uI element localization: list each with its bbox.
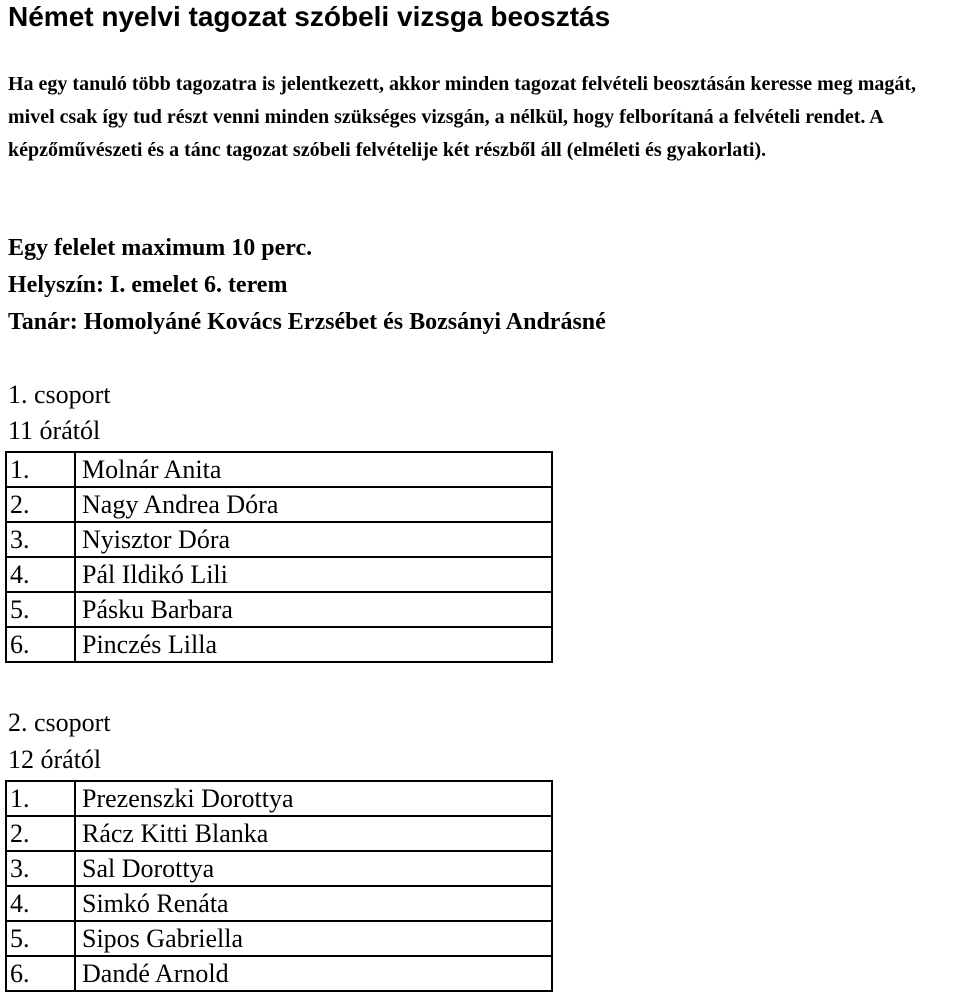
exam-location: Helyszín: I. emelet 6. terem [8, 272, 288, 298]
group-1-time: 11 órától [8, 416, 101, 445]
group-1-label: 1. csoport [8, 380, 111, 409]
exam-duration: Egy felelet maximum 10 perc. [8, 235, 313, 261]
table-row [6, 592, 552, 627]
row-number: 1. [6, 781, 75, 816]
student-name: Pinczés Lilla [75, 627, 552, 662]
table-row [6, 557, 552, 592]
table-row [6, 452, 552, 487]
row-number: 3. [6, 522, 75, 557]
student-name: Rácz Kitti Blanka [75, 816, 552, 851]
row-number: 2. [6, 816, 75, 851]
row-number: 4. [6, 557, 75, 592]
student-name: Simkó Renáta [75, 886, 552, 921]
student-name: Molnár Anita [75, 452, 552, 487]
row-number: 2. [6, 487, 75, 522]
row-number: 3. [6, 851, 75, 886]
group-2-time: 12 órától [8, 745, 102, 774]
student-name: Pásku Barbara [75, 592, 552, 627]
student-name: Sipos Gabriella [75, 921, 552, 956]
table-row [6, 956, 552, 991]
table-row [6, 522, 552, 557]
student-name: Pál Ildikó Lili [75, 557, 552, 592]
row-number: 6. [6, 627, 75, 662]
group-1-table [5, 451, 553, 663]
student-name: Nagy Andrea Dóra [75, 487, 552, 522]
group-2-table [5, 780, 553, 992]
table-row [6, 816, 552, 851]
row-number: 5. [6, 592, 75, 627]
row-number: 5. [6, 921, 75, 956]
row-number: 1. [6, 452, 75, 487]
student-name: Dandé Arnold [75, 956, 552, 991]
table-row [6, 627, 552, 662]
table-row [6, 921, 552, 956]
student-name: Nyisztor Dóra [75, 522, 552, 557]
table-row [6, 851, 552, 886]
row-number: 4. [6, 886, 75, 921]
page-title: Német nyelvi tagozat szóbeli vizsga beosztás [8, 1, 611, 32]
table-row [6, 781, 552, 816]
table-row [6, 487, 552, 522]
intro-paragraph: Ha egy tanuló több tagozatra is jelentkezett, akkor minden tagozat felvételi beosztásán keresse meg magát, mivel csak így tud részt venni minden szükséges vizsgán, a nélkül, hogy felborítaná a felvételi rendet. A képzőművészeti és a tánc tagozat szóbeli felvételije két részből áll (elméleti és gyakorlati). [8, 73, 917, 161]
row-number: 6. [6, 956, 75, 991]
student-name: Prezenszki Dorottya [75, 781, 552, 816]
group-2-label: 2. csoport [8, 708, 111, 737]
table-row [6, 886, 552, 921]
student-name: Sal Dorottya [75, 851, 552, 886]
exam-teachers: Tanár: Homolyáné Kovács Erzsébet és Bozsányi Andrásné [8, 309, 606, 335]
